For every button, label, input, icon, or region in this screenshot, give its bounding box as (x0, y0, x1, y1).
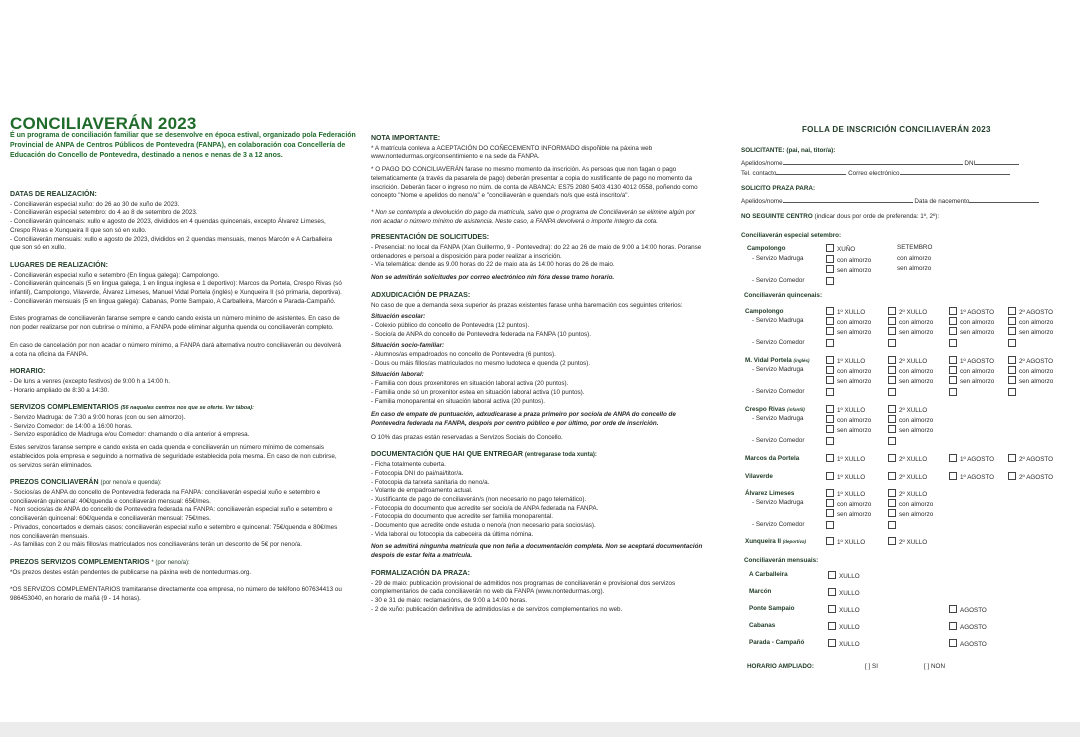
madruga-sen-checkbox[interactable] (826, 425, 871, 435)
madruga-sen-checkbox[interactable] (826, 509, 871, 519)
text-line: - Conciliaverán mensuais: xullo e agosto de 2023, divididos en 2 quendas mensuais, menos Marcón e A Carballeira que son só en xullo. (10, 235, 333, 252)
text-line: - Alumnos/as empadroados no concello de Pontevedra (6 puntos). (371, 351, 556, 359)
apelidos-field[interactable] (741, 158, 1019, 168)
turn-checkbox[interactable] (949, 307, 994, 317)
centre-name (745, 308, 783, 316)
option-label: sen almorzo (960, 378, 995, 385)
note: Non se admitirá ningunha matrícula que non teña a documentación completa. Non se aceptará documentación despois de estar feita a matrícula. (371, 543, 703, 560)
text-line: - 30 e 31 de maio: reclamacións, de 9:00 a 14:00 horas. (371, 596, 528, 604)
text-line: - Conciliaverán especial setembro: do 4 ao 8 de setembro de 2023. (10, 209, 198, 217)
quincenais-heading: Conciliaverán quincenais: (744, 292, 823, 299)
comedor-checkbox[interactable] (949, 339, 960, 349)
turn-checkbox[interactable] (888, 489, 927, 499)
turn-checkbox[interactable] (949, 454, 994, 464)
turn-checkbox[interactable] (888, 454, 927, 464)
option-label: 1º AGOSTO (960, 474, 995, 481)
horario-non-option[interactable]: [ ] NON (924, 663, 945, 670)
option-label: 1º XULLO (837, 491, 866, 498)
centre-name: Cabanas (749, 622, 776, 629)
turn-checkbox[interactable] (888, 307, 927, 317)
option-label: 2º XULLO (899, 474, 928, 481)
option-label: con almorzo (837, 257, 872, 264)
turn-checkbox[interactable] (1008, 472, 1053, 482)
text-line: - Privados, concertados e demais casos: conciliaverán especial xuño e setembro e quincenal: 75€/quenda e 80€/mes nos conciliaverán mensuais. (10, 523, 338, 540)
madruga-label: - Servizo Madruga (752, 366, 804, 373)
turn-checkbox[interactable] (1008, 307, 1053, 317)
option-label: 1º AGOSTO (960, 358, 995, 365)
label-sen: sen almorzo (897, 265, 932, 272)
option-label: 1º XULLO (837, 456, 866, 463)
madruga-sen-checkbox[interactable] (888, 425, 933, 435)
option-label: con almorzo (837, 368, 872, 375)
option-label: 2º XULLO (899, 539, 928, 546)
option-label: con almorzo (899, 417, 934, 424)
madruga-sen-checkbox[interactable] (888, 327, 933, 337)
subheading: Situación laboral: (371, 371, 424, 379)
text-line: - Vida laboral ou fotocopia da cabeceira da última nómina. (371, 530, 534, 538)
option-label: sen almorzo (899, 427, 934, 434)
centre-name (745, 357, 810, 365)
option-label: 2º AGOSTO (1019, 309, 1054, 316)
section-heading (10, 479, 342, 488)
option-label: sen almorzo (837, 511, 872, 518)
paragraph: En caso de cancelación por non acadar o número mínimo, a FANPA dará alternativa noutro conciliaverán ou devolverá a cota na oficina da FANPA. (10, 341, 342, 358)
text-line: - Conciliaverán especial xuño e setembro (En lingua galega): Campolongo. (10, 271, 220, 279)
madruga-con-checkbox[interactable] (1008, 366, 1053, 376)
comedor-checkbox[interactable] (888, 521, 899, 531)
option-label: con almorzo (837, 319, 872, 326)
option-label: con almorzo (960, 368, 995, 375)
paragraph: En caso de empate de puntuación, adxudicarase a praza primeiro por socio/a de ANPA do concello de Pontevedra federada na FANPA, despois por centro público e por último, por orde de inscrición. (371, 411, 676, 427)
comedor-checkbox[interactable] (826, 521, 837, 531)
option-label: sen almorzo (899, 329, 934, 336)
turn-checkbox[interactable] (949, 356, 994, 366)
centre-name: Ponte Sampaio (749, 605, 795, 612)
centre-note: (infantil) (787, 407, 805, 412)
centre-name: Marcón (749, 588, 772, 595)
heading-text: NO SEGUINTE CENTRO (741, 213, 813, 220)
option-label: con almorzo (960, 319, 995, 326)
option-label: XULLO (839, 607, 860, 614)
centre-name (745, 538, 806, 546)
section-heading: HORARIO: (10, 368, 46, 376)
heading-note: * (por neno/a): (151, 559, 190, 566)
text-line: - Fotocopia do documento que acredite ser familia monoparental. (371, 513, 554, 521)
madruga-con-checkbox[interactable] (826, 317, 871, 327)
text-line: - Fotocopia DNI do pai/nai/titor/a. (371, 469, 464, 477)
left-column (10, 184, 342, 604)
centre-label: M. Vidal Portela (745, 357, 792, 364)
turn-checkbox[interactable] (826, 454, 865, 464)
praza-heading: SOLICITO PRAZA PARA: (741, 185, 816, 192)
text-line: - De luns a venres (excepto festivos) de 9:00 h a 14:00 h. (10, 377, 170, 385)
section-heading (10, 559, 342, 568)
centre-name (745, 473, 773, 481)
xullo-checkbox[interactable] (828, 588, 860, 598)
turn-checkbox[interactable] (1008, 454, 1053, 464)
option-label: AGOSTO (960, 624, 987, 631)
option-label: XULLO (839, 590, 860, 597)
option-label: 2º AGOSTO (1019, 474, 1054, 481)
especial-heading: Conciliaverán especial setembro: (741, 232, 842, 239)
centre-label: Marcos da Portela (745, 455, 800, 462)
turn-checkbox[interactable] (826, 472, 865, 482)
madruga-con-checkbox[interactable] (949, 366, 994, 376)
madruga-con-checkbox[interactable] (826, 415, 871, 425)
centre-note: (inglés) (793, 358, 810, 363)
comedor-label: - Servizo Comedor (752, 388, 805, 395)
centro-heading (741, 213, 939, 221)
option-label: XULLO (839, 624, 860, 631)
madruga-sen-checkbox[interactable] (949, 376, 994, 386)
comedor-checkbox[interactable] (826, 388, 837, 398)
solicitante-heading: SOLICITANTE: (pai, nai, titor/a): (741, 147, 836, 154)
tel-field[interactable] (741, 168, 1010, 178)
text-line: - Ficha totalmente cuberta. (371, 461, 446, 469)
heading-text: PREZOS SERVIZOS COMPLEMENTARIOS (10, 558, 150, 566)
paragraph: *OS SERVIZOS COMPLEMENTARIOS tramitaranse directamente coa empresa, no número de teléfono 607634413 ou 986453040, en horario de mañá (9 - 14 horas). (10, 586, 342, 603)
madruga-con-checkbox[interactable] (888, 366, 933, 376)
checkbox-sen[interactable] (826, 265, 871, 275)
option-label: con almorzo (1019, 368, 1054, 375)
option-label: 1º XULLO (837, 539, 866, 546)
text-line: - Familia onde só un proxenitor estea en situación laboral activa (10 puntos). (371, 388, 585, 396)
comedor-label: - Servizo Comedor (752, 339, 805, 346)
madruga-con-checkbox[interactable] (888, 415, 933, 425)
madruga-sen-checkbox[interactable] (826, 327, 871, 337)
option-label: 2º XULLO (899, 358, 928, 365)
madruga-sen-checkbox[interactable] (888, 376, 933, 386)
text-line: - Conciliaverán especial xuño: do 26 ao 30 de xuño de 2023. (10, 200, 180, 208)
field-label: DNI (964, 160, 976, 167)
label-setembro: SETEMBRO (897, 244, 933, 251)
mensuais-heading: Conciliaverán mensuais: (744, 557, 819, 564)
viewer-bottom-bar (0, 722, 1080, 737)
option-label: con almorzo (837, 501, 872, 508)
centre-label: Crespo Rivas (745, 406, 786, 413)
madruga-sen-checkbox[interactable] (888, 509, 933, 519)
option-label: AGOSTO (960, 641, 987, 648)
xullo-checkbox[interactable] (828, 622, 860, 632)
madruga-sen-checkbox[interactable] (1008, 327, 1053, 337)
text-line: - Servizo Madruga: de 7:30 a 9:00 horas (con ou sen almorzo). (10, 414, 186, 422)
turn-checkbox[interactable] (826, 356, 865, 366)
turn-checkbox[interactable] (949, 472, 994, 482)
page-title: CONCILIAVERÁN 2023 (10, 114, 197, 133)
checkbox-xunho[interactable] (826, 244, 855, 254)
text-line: - Socio/a de ANPA do concello de Pontevedra federada na FANPA (10 puntos). (371, 330, 591, 338)
horario-ampliado-label: HORARIO AMPLIADO: (747, 663, 814, 670)
turn-checkbox[interactable] (888, 472, 927, 482)
madruga-sen-checkbox[interactable] (949, 327, 994, 337)
text-line: - Xustificante de pago de conciliaverán/s (non necesario no pago telemático). (371, 495, 587, 503)
heading-text: DOCUMENTACIÓN QUE HAI QUE ENTREGAR (371, 451, 523, 459)
text-line: - As familias con 2 ou máis fillos/as matriculados nos conciliaveráns terán un desconto de 5€ por neno/a. (10, 541, 302, 549)
text-line: - Conciliaverán mensuais (5 en lingua galega): Cabanas, Ponte Sampaio, A Carballeira, Marcón e Parada-Campañó. (10, 297, 336, 305)
centre-note: (deportiva) (782, 539, 807, 544)
madruga-sen-checkbox[interactable] (826, 376, 871, 386)
option-label: sen almorzo (1019, 378, 1054, 385)
agosto-checkbox[interactable] (949, 639, 987, 649)
option-label: 1º AGOSTO (960, 309, 995, 316)
agosto-checkbox[interactable] (949, 605, 987, 615)
section-heading: LUGARES DE REALIZACIÓN: (10, 261, 108, 269)
text-line: - Fotocopia do documento que acredite ser socio/a de ANPA federada na FANPA. (371, 504, 599, 512)
heading-text: SERVIZOS COMPLEMENTARIOS (10, 404, 119, 412)
option-label: 2º XULLO (899, 491, 928, 498)
xullo-checkbox[interactable] (828, 605, 860, 615)
madruga-con-checkbox[interactable] (826, 499, 871, 509)
subheading: Situación socio-familiar: (371, 342, 445, 350)
comedor-checkbox[interactable] (826, 339, 837, 349)
paragraph: Estes programas de conciliaverán faranse sempre e cando cando exista un número mínimo de asistentes. En caso de non poder realizarse por non cubrirse o mínimo, a FANPA pode eliminar algunha quenda ou conciliaverán completo. (10, 315, 340, 332)
text-line: - 2 de xuño: publicación definitiva de admitidos/as e de servizos complementarios no web. (371, 605, 623, 613)
centre-label: Vilaverde (745, 473, 773, 480)
turn-checkbox[interactable] (826, 307, 865, 317)
comedor-label: - Servizo Comedor (752, 521, 805, 528)
option-label: sen almorzo (837, 267, 872, 274)
horario-si-option[interactable]: [ ] SI (865, 663, 878, 670)
turn-checkbox[interactable] (888, 537, 927, 547)
option-label: 2º XULLO (899, 456, 928, 463)
text-line: - Servizo Comedor: de 14:00 a 16:00 horas. (10, 422, 133, 430)
text-line: - Fotocopia da tarxeta sanitaria do neno/a. (371, 478, 490, 486)
option-label: 1º XULLO (837, 474, 866, 481)
turn-checkbox[interactable] (826, 405, 865, 415)
section-heading: DATAS DE REALIZACIÓN: (10, 191, 97, 198)
text-line: - Socios/as de ANPA do concello de Pontevedra federada na FANPA: conciliaverán especial xuño e setembro e conciliaverán quincenal: 40€/quenda e conciliaverán mensual: 65€/mes. (10, 488, 321, 505)
madruga-con-checkbox[interactable] (888, 499, 933, 509)
middle-column (371, 128, 704, 614)
option-label: 1º XULLO (837, 407, 866, 414)
text-line: - Conciliaverán quincenais (5 en lingua galega, 1 en lingua inglesa e 1 deportivo): Marcos da Portela, Crespo Rivas (só infantil), Campolongo, Vilaverde, Álvarez Limeses, Manuel Vidal Portela (inglés) e Xunqueira II (só primaria, deportiva). (10, 280, 342, 297)
option-label: XULLO (839, 573, 860, 580)
field-label: Apelidos/nome (741, 160, 783, 167)
comedor-checkbox[interactable] (949, 388, 960, 398)
field-label: Tel. contacto (741, 170, 777, 177)
centre-label: Xunqueira II (745, 538, 782, 545)
centre-label: Campolongo (745, 308, 784, 315)
text-line: - Volante de empadroamento actual. (371, 487, 473, 495)
heading-note: (por neno/a e quenda): (100, 480, 162, 487)
section-heading (10, 404, 342, 413)
madruga-sen-checkbox[interactable] (1008, 376, 1053, 386)
turn-checkbox[interactable] (826, 489, 865, 499)
option-label: sen almorzo (837, 427, 872, 434)
subheading: Situación escolar: (371, 313, 426, 321)
section-heading: NOTA IMPORTANTE: (371, 135, 441, 142)
heading-text: PREZOS CONCILIAVERÁN (10, 479, 99, 487)
paragraph: * Non se contempla a devolución do pago da matrícula, salvo que o programa de Conciliaverán se elimine algún por non acadar o número mínimo de asistencia. Neste caso, a FANPA devolverá o importe íntegro da cota. (371, 208, 696, 225)
text-line: - Familia con dous proxenitores en situación laboral activa (20 puntos). (371, 380, 569, 388)
option-label: con almorzo (899, 501, 934, 508)
comedor-checkbox[interactable] (1008, 388, 1019, 398)
comedor-checkbox[interactable] (888, 437, 899, 447)
option-label: 2º XULLO (899, 309, 928, 316)
madruga-con-checkbox[interactable] (826, 366, 871, 376)
heading-note: (entregarase toda xunta): (524, 452, 597, 459)
text-line: - Conciliaverán quincenais: xullo e agosto de 2023, divididos en 4 quendas quincenais, excepto Álvarez Limeses, Crespo Rivas e Xunqueira II que son só en xullo. (10, 218, 326, 234)
text-line: - Horario ampliado de 8:30 a 14:30. (10, 386, 110, 394)
madruga-label: - Servizo Madruga (752, 415, 804, 422)
checkbox-comedor[interactable] (826, 277, 837, 287)
heading-note: (56 naquelas centros nos que se oferte. Ver táboa): (120, 405, 254, 412)
option-label: sen almorzo (899, 378, 934, 385)
option-label: 2º AGOSTO (1019, 358, 1054, 365)
turn-checkbox[interactable] (888, 356, 927, 366)
centre-name: A Carballeira (749, 571, 788, 578)
turn-checkbox[interactable] (1008, 356, 1053, 366)
option-label: 2º XULLO (899, 407, 928, 414)
option-label: sen almorzo (837, 329, 872, 336)
text-line: *Os prezos destes están pendentes de publicarse na páxina web de nontedurmas.org. (10, 568, 252, 576)
intro-paragraph: É un programa de conciliación familiar que se desenvolve en época estival, organizado pola Federación Provincial de ANPA de Centros Públicos de Pontevedra (FANPA), en colaboración coa Concellería de Educación do Concello de Pontevedra, destinado a nenos e nenas de 3 a 12 anos. (10, 132, 356, 159)
paragraph: * O PAGO DO CONCILIAVERÁN farase no mesmo momento da inscrición. As persoas que non fagan o pago telematicamente (a través da pasarela de pago) deberán presentar a copia do xustificante de pago no momento da inscrición. Deberán facer o ingreso no núm. de conta de ABANCA: ES75 2080 5403 4130 4012 0558, poñendo como concepto "Nome e apelidos do neno/a" e "conciliaverán e quenda/s no/s que está inscrito/a". (371, 166, 698, 200)
madruga-label: - Servizo Madruga (752, 317, 804, 324)
madruga-label: - Servizo Madruga (752, 499, 804, 506)
text-line: - Presencial: no local da FANPA (Xan Guillermo, 9 - Pontevedra): do 22 ao 26 de maio de 9:00 a 14:00 horas. Poranse ordenadores e persoal a disposición para poder realizar a inscrición. (371, 244, 702, 260)
option-label: sen almorzo (837, 378, 872, 385)
text-line: - Servizo esporádico de Madruga e/ou Comedor: chamando o día anterior á empresa. (10, 431, 250, 439)
checkbox-con[interactable] (826, 255, 871, 265)
section-heading: ADXUDICACIÓN DE PRAZAS: (371, 291, 471, 299)
centre-name (745, 406, 805, 414)
text-line: - Dous ou máis fillos/as matriculados no mesmo ludoteca e quenda (2 puntos). (371, 359, 591, 367)
option-label: 1º XULLO (837, 309, 866, 316)
comedor-label: - Servizo Comedor (752, 277, 805, 284)
comedor-checkbox[interactable] (826, 437, 837, 447)
turn-checkbox[interactable] (888, 405, 927, 415)
centre-name: Parada - Campañó (749, 639, 805, 646)
option-label: 2º AGOSTO (1019, 456, 1054, 463)
field-label: Correo electrónico (848, 170, 900, 177)
paragraph: Estes servizos faranse sempre e cando exista en cada quenda e conciliaverán un número mínimo de comensais establecidos pola empresa e seguindo a normativa de seguridade establecida pola mesma. En caso de non cubrirse, os servizos serán eliminados. (10, 444, 337, 469)
centre-name (745, 455, 799, 463)
xullo-checkbox[interactable] (828, 571, 860, 581)
heading-note: (indicar dous por orde de preferenda: 1º, 2º): (814, 213, 940, 220)
centre-name: Campolongo (747, 245, 786, 252)
option-label: sen almorzo (1019, 329, 1054, 336)
paragraph: * A matrícula conleva a ACEPTACIÓN DO COÑECEMENTO INFORMADO dispoñible na páxina web www.nontedurmas.org/consentimiento e na sede da FANPA. (371, 144, 653, 161)
madruga-con-checkbox[interactable] (888, 317, 933, 327)
section-heading (371, 451, 704, 460)
option-label: con almorzo (837, 417, 872, 424)
text-line: - Documento que acredite onde estuda o neno/a (non necesario para socios/as). (371, 522, 596, 530)
text-line: - Colexio público do concello de Pontevedra (12 puntos). (371, 321, 530, 329)
option-label: con almorzo (899, 319, 934, 326)
madruga-con-checkbox[interactable] (949, 317, 994, 327)
text-line: - Non socios/as de ANPA do concello de Pontevedra federada na FANPA: conciliaverán especial xuño e setembro e conciliaverán quincenal: 60€/quenda e conciliaverán mensual: 75€/mes. (10, 506, 333, 523)
centre-name (745, 490, 794, 498)
section-heading: FORMALIZACIÓN DA PRAZA: (371, 569, 470, 577)
comedor-checkbox[interactable] (1008, 339, 1019, 349)
paragraph: No caso de que a demanda sexa superior ás prazas existentes farase unha baremación cos seguintes criterios: (371, 301, 683, 309)
option-label: XULLO (839, 641, 860, 648)
option-label: XUÑO (837, 246, 856, 253)
form-title: FOLLA DE INSCRICIÓN CONCILIAVERÁN 2023 (802, 125, 991, 134)
madruga-label: - Servizo Madruga (752, 255, 804, 262)
option-label: 1º AGOSTO (960, 456, 995, 463)
centre-label: Álvarez Limeses (745, 490, 795, 497)
paragraph: O 10% das prazas están reservadas a Servizos Sociais do Concello. (371, 433, 563, 441)
option-label: 1º XULLO (837, 358, 866, 365)
option-label: con almorzo (899, 368, 934, 375)
section-heading: PRESENTACIÓN DE SOLICITUDES: (371, 234, 490, 242)
field-label: Apelidos/nome (741, 198, 783, 205)
option-label: sen almorzo (899, 511, 934, 518)
madruga-con-checkbox[interactable] (1008, 317, 1053, 327)
label-con: con almorzo (897, 255, 932, 262)
comedor-checkbox[interactable] (888, 388, 899, 398)
comedor-label: - Servizo Comedor (752, 437, 805, 444)
text-line: - Familia monoparental en situación laboral activa (20 puntos). (371, 397, 545, 405)
xullo-checkbox[interactable] (828, 639, 860, 649)
text-line: - Vía telemática: dende as 9.00 horas do 22 de maio ata ás 14:00 horas do 26 de maio. (371, 261, 615, 269)
comedor-checkbox[interactable] (888, 339, 899, 349)
turn-checkbox[interactable] (826, 537, 865, 547)
child-name-field[interactable] (741, 196, 1039, 206)
option-label: sen almorzo (960, 329, 995, 336)
agosto-checkbox[interactable] (949, 622, 987, 632)
field-label: Data de nacemento (914, 198, 970, 205)
note: Non se admitirán solicitudes por correo electrónico nin fóra desse tramo horario. (371, 274, 615, 282)
option-label: con almorzo (1019, 319, 1054, 326)
text-line: - 29 de maio: publicación provisional de admitidos nos programas de conciliaverán e provisional dos servizos complementarios de cada conciliaverán no web da FANPA (www.nontedurmas.org). (371, 579, 676, 596)
option-label: AGOSTO (960, 607, 987, 614)
